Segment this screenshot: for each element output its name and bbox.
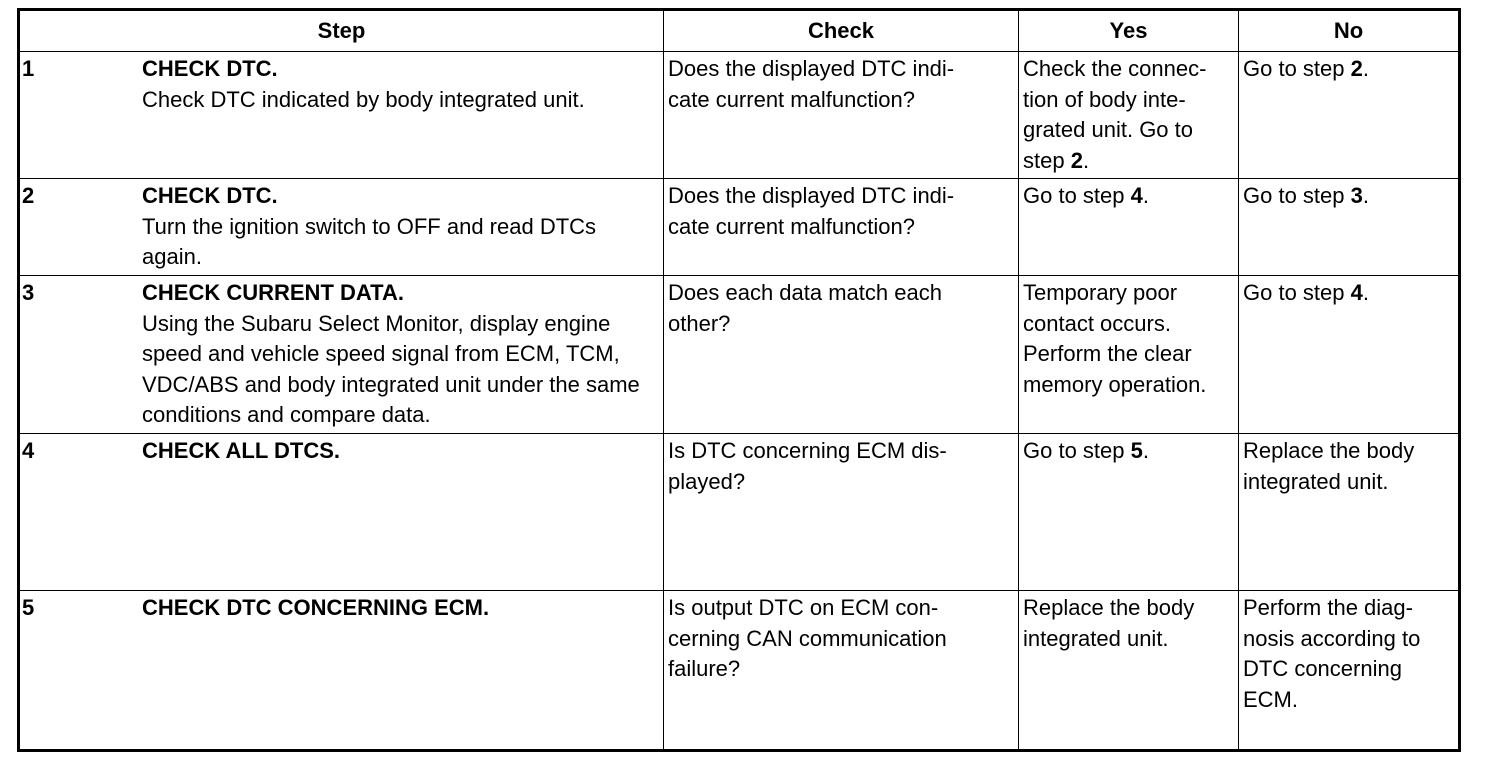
step-description: Check DTC indicated by body integrated unit. <box>142 86 585 112</box>
step-cell <box>19 179 664 276</box>
no-action: Go to step <box>1243 183 1351 208</box>
step-wrap <box>24 276 659 431</box>
yes-text <box>1023 276 1234 400</box>
table-row <box>19 52 1460 179</box>
header-step: Step <box>19 10 664 52</box>
step-wrap <box>24 179 659 273</box>
no-cell <box>1239 591 1460 751</box>
step-title: CHECK DTC CONCERNING ECM. <box>142 595 490 620</box>
no-text <box>1243 591 1454 715</box>
step-number: 4 <box>22 438 35 463</box>
step-cell <box>19 52 664 179</box>
check-text: Does the displayed DTC indi- cate current malfunction? <box>668 183 955 239</box>
yes-text <box>1023 434 1234 467</box>
yes-text <box>1023 52 1234 176</box>
no-action: Go to step <box>1243 280 1351 305</box>
check-text: Does each data match each other? <box>668 280 942 336</box>
check-cell <box>664 434 1019 591</box>
yes-text <box>1023 591 1234 654</box>
step-cell <box>19 591 664 751</box>
yes-action: Go to step <box>1023 438 1131 463</box>
yes-text <box>1023 179 1234 212</box>
step-number: 1 <box>22 56 35 81</box>
step-body <box>142 278 659 431</box>
yes-cell <box>1019 434 1239 591</box>
step-body <box>142 593 659 624</box>
no-cell <box>1239 276 1460 434</box>
check-cell <box>664 52 1019 179</box>
yes-action: Go to step <box>1023 183 1131 208</box>
step-title: CHECK CURRENT DATA. <box>142 280 404 305</box>
header-no: No <box>1239 10 1460 52</box>
yes-step-ref: 4 <box>1130 183 1143 208</box>
step-wrap <box>24 52 659 115</box>
step-cell <box>19 276 664 434</box>
yes-cell <box>1019 179 1239 276</box>
no-suffix: . <box>1362 183 1369 208</box>
step-number: 2 <box>22 183 35 208</box>
no-suffix: . <box>1362 280 1369 305</box>
no-cell <box>1239 52 1460 179</box>
yes-suffix: . <box>1082 147 1090 173</box>
yes-cell <box>1019 52 1239 179</box>
step-title: CHECK DTC. <box>142 183 278 208</box>
step-number: 5 <box>22 595 35 620</box>
no-text <box>1243 179 1454 212</box>
no-text <box>1243 276 1454 309</box>
header-row <box>19 10 1460 52</box>
check-cell <box>664 591 1019 751</box>
yes-cell <box>1019 276 1239 434</box>
yes-suffix: . <box>1142 438 1149 463</box>
header-check: Check <box>664 10 1019 52</box>
step-body <box>142 436 659 467</box>
yes-cell <box>1019 591 1239 751</box>
table-row <box>19 434 1460 591</box>
no-cell <box>1239 179 1460 276</box>
yes-action: Replace the body integrated unit. <box>1023 595 1195 651</box>
step-description: Using the Subaru Select Monitor, display engine speed and vehicle speed signal from ECM, TCM, VDC/ABS and body integrated unit under the same conditions and compare data. <box>142 310 640 427</box>
no-cell <box>1239 434 1460 591</box>
check-text: Is DTC concerning ECM dis- played? <box>668 438 947 494</box>
yes-action: Temporary poor contact occurs. Perform the clear memory operation. <box>1023 280 1207 397</box>
step-title: CHECK DTC. <box>142 56 278 81</box>
step-body <box>142 181 659 273</box>
yes-action: Check the connec- tion of body inte- grated unit. Go to step <box>1023 56 1207 173</box>
yes-suffix: . <box>1142 183 1149 208</box>
step-body <box>142 54 659 115</box>
no-suffix: . <box>1362 56 1369 81</box>
check-text: Does the displayed DTC indi- cate current malfunction? <box>668 56 955 112</box>
step-wrap <box>24 591 659 624</box>
table-row <box>19 179 1460 276</box>
no-text <box>1243 434 1454 497</box>
no-step-ref: 3 <box>1350 183 1363 208</box>
yes-step-ref: 5 <box>1130 438 1143 463</box>
no-action: Perform the diag- nosis according to DTC concerning ECM. <box>1243 595 1421 712</box>
diagnostic-procedure-table <box>17 8 1461 752</box>
check-text: Is output DTC on ECM con- cerning CAN communication failure? <box>668 595 947 681</box>
table-row <box>19 276 1460 434</box>
step-wrap <box>24 434 659 467</box>
no-action: Replace the body integrated unit. <box>1243 438 1415 494</box>
no-step-ref: 4 <box>1350 280 1363 305</box>
step-title: CHECK ALL DTCS. <box>142 438 340 463</box>
no-action: Go to step <box>1243 56 1351 81</box>
no-text <box>1243 52 1454 85</box>
no-step-ref: 2 <box>1350 56 1363 81</box>
step-description: Turn the ignition switch to OFF and read DTCs again. <box>142 213 597 269</box>
yes-step-ref: 2 <box>1070 147 1083 173</box>
check-cell <box>664 276 1019 434</box>
step-number: 3 <box>22 280 35 305</box>
header-yes: Yes <box>1019 10 1239 52</box>
step-cell <box>19 434 664 591</box>
check-cell <box>664 179 1019 276</box>
table-row <box>19 591 1460 751</box>
